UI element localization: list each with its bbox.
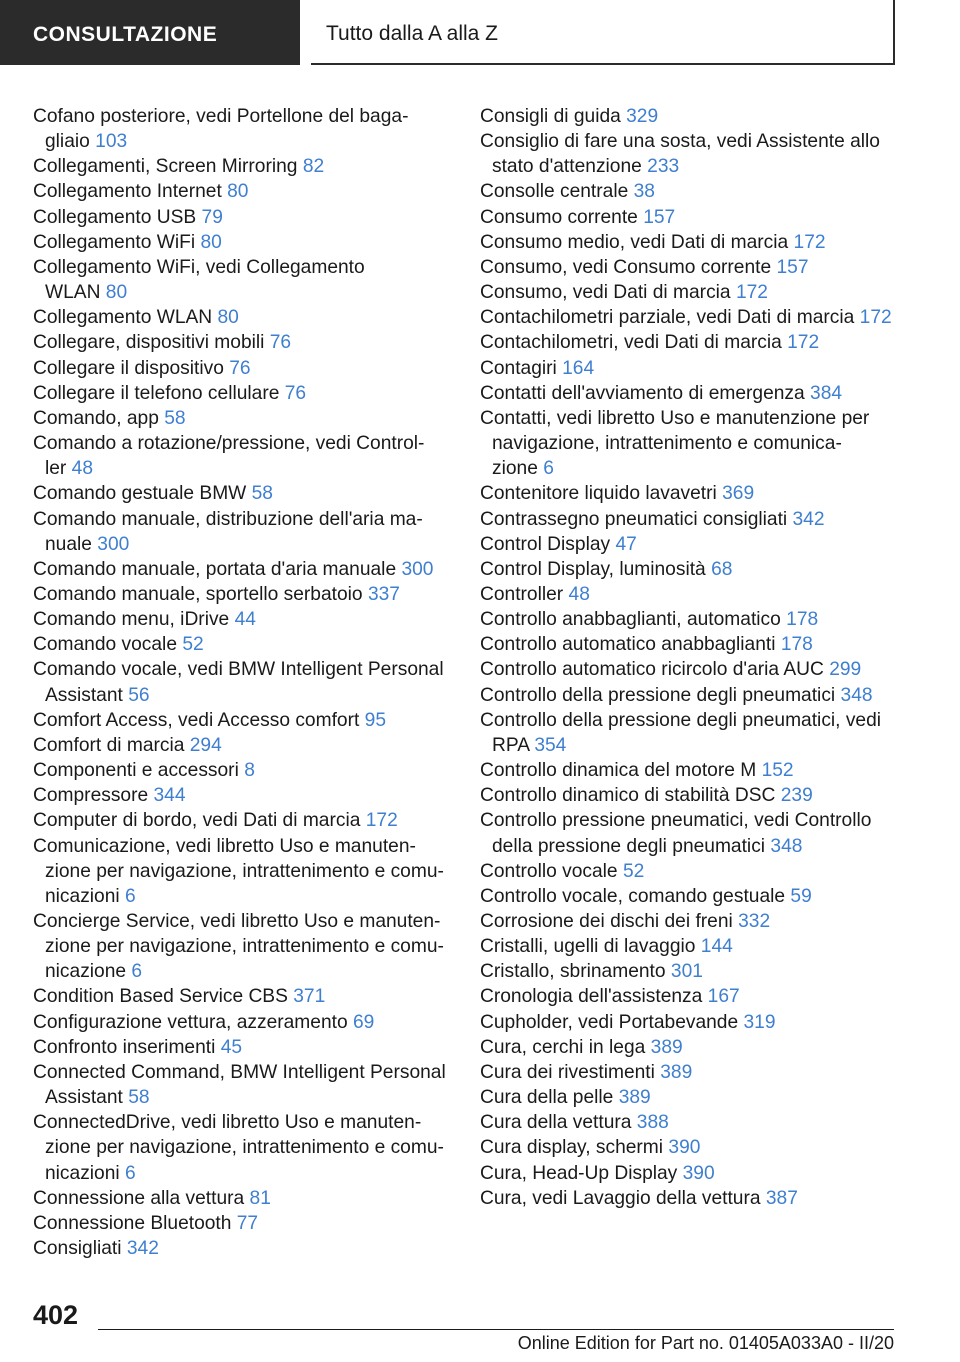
index-entry: [480, 984, 900, 1009]
index-entry-text: Cura dei rivestimenti: [480, 1061, 655, 1083]
index-entry: [33, 1035, 453, 1060]
index-entry: [480, 1060, 900, 1085]
page-reference-link[interactable]: 44: [234, 609, 256, 631]
index-entry-text: nicazioni: [45, 885, 120, 907]
index-entry: [480, 179, 900, 204]
index-entry-text: Cura, cerchi in lega: [480, 1036, 646, 1058]
index-entry-text: Controllo vocale: [480, 860, 618, 882]
index-entry-text: Collegare il telefono cellulare: [33, 382, 280, 404]
page-reference-link[interactable]: 68: [711, 558, 733, 580]
page-reference-link[interactable]: 48: [71, 458, 94, 480]
page-reference-link[interactable]: 390: [682, 1162, 715, 1184]
page-reference-link[interactable]: 76: [229, 357, 251, 379]
page-reference-link[interactable]: 388: [636, 1112, 669, 1134]
index-entry-text: zione per navigazione, intrattenimento e comu-: [45, 860, 444, 882]
page-reference-link[interactable]: 38: [633, 181, 655, 203]
index-entry-text: Controllo vocale, comando gestuale: [480, 885, 786, 907]
page-reference-link[interactable]: 294: [189, 734, 222, 756]
page-reference-link[interactable]: 45: [220, 1036, 243, 1058]
index-entry-text: Controllo pressione pneumatici, vedi Controllo: [480, 810, 872, 832]
index-entry: [480, 280, 900, 305]
index-entry-text: Corrosione dei dischi dei freni: [480, 911, 733, 932]
index-entry: [480, 934, 900, 959]
index-entry: [33, 657, 453, 707]
index-entry-text: Cronologia dell'assistenza: [480, 986, 703, 1008]
index-entry-text: Comando a rotazione/pressione, vedi Control-: [33, 433, 425, 455]
page-reference-link[interactable]: 389: [618, 1087, 651, 1109]
index-entry-text: zione per navigazione, intrattenimento e comu-: [45, 1137, 444, 1159]
index-entry-text: Confronto inserimenti: [33, 1036, 216, 1058]
index-entry: [480, 481, 900, 506]
page-reference-link[interactable]: 299: [829, 659, 862, 681]
index-entry: [480, 1161, 900, 1186]
index-entry-text: Cupholder, vedi Portabevande: [480, 1011, 739, 1033]
index-entry-text: Configurazione vettura, azzeramento: [33, 1011, 348, 1033]
index-entry-text: Controllo dinamica del motore M: [480, 760, 757, 782]
index-entry-text: Control Display: [480, 533, 611, 555]
index-entry-text: Concierge Service, vedi libretto Uso e manuten-: [33, 911, 441, 932]
index-entry-text: Comfort Access, vedi Accesso comfort: [33, 709, 360, 731]
index-entry: [480, 230, 900, 255]
page-reference-link[interactable]: 178: [780, 634, 813, 656]
index-entry: [33, 481, 453, 506]
page-reference-link[interactable]: 103: [95, 131, 128, 153]
index-entry-text: Controller: [480, 583, 564, 605]
index-entry-text: Consiglio di fare una sosta, vedi Assistente allo: [480, 131, 880, 153]
page-reference-link[interactable]: 329: [626, 106, 659, 127]
index-entry-text: Control Display, luminosità: [480, 558, 706, 580]
index-entry: [33, 431, 453, 481]
index-entry-text: Cura della vettura: [480, 1112, 632, 1134]
index-entry-text: Comando, app: [33, 407, 159, 429]
page-reference-link[interactable]: 233: [647, 156, 680, 178]
index-entry: [480, 205, 900, 230]
page-reference-link[interactable]: 58: [251, 483, 273, 505]
index-entry: [480, 783, 900, 808]
page-reference-link[interactable]: 47: [615, 533, 637, 555]
index-column-left: [33, 104, 453, 1261]
index-entry-text: Collegamento WiFi, vedi Collegamento: [33, 256, 365, 278]
index-entry-text: Controllo dinamico di stabilità DSC: [480, 785, 776, 807]
index-entry: [33, 1110, 453, 1185]
index-entry-text: Collegamento WiFi: [33, 231, 196, 253]
page-reference-link[interactable]: 59: [790, 885, 812, 907]
index-entry: [33, 607, 453, 632]
index-entry: [480, 104, 900, 129]
index-entry-text: Connessione alla vettura: [33, 1187, 245, 1209]
index-entry: [33, 1186, 453, 1211]
index-entry: [33, 330, 453, 355]
section-title: CONSULTAZIONE: [33, 22, 218, 46]
footer-divider: [98, 1329, 894, 1330]
page-reference-link[interactable]: 337: [367, 583, 400, 605]
page-reference-link[interactable]: 300: [401, 558, 434, 580]
index-entry-text: Cura della pelle: [480, 1087, 614, 1109]
index-entry-text: della pressione degli pneumatici: [492, 835, 766, 857]
index-entry: [480, 884, 900, 909]
page-reference-link[interactable]: 76: [284, 382, 307, 404]
index-entry-text: stato d'attenzione: [492, 156, 642, 178]
index-entry: [480, 683, 900, 708]
page-reference-link[interactable]: 6: [131, 961, 143, 983]
index-entry-text: Controllo automatico ricircolo d'aria AUC: [480, 659, 824, 681]
index-entry-text: Controllo automatico anabbaglianti: [480, 634, 776, 656]
page-reference-link[interactable]: 384: [810, 382, 843, 404]
index-entry-text: Comando manuale, sportello serbatoio: [33, 583, 363, 605]
index-entry: [480, 1010, 900, 1035]
page-reference-link[interactable]: 300: [97, 533, 130, 555]
index-entry: [33, 808, 453, 833]
index-entry: [480, 708, 900, 758]
index-entry-text: Consumo corrente: [480, 206, 638, 228]
index-entry: [33, 104, 453, 154]
index-entry: [33, 582, 453, 607]
page-reference-link[interactable]: 56: [128, 684, 150, 706]
page-reference-link[interactable]: 152: [761, 760, 794, 782]
page-reference-link[interactable]: 76: [269, 332, 292, 354]
section-header: [0, 0, 300, 65]
page-reference-link[interactable]: 52: [182, 634, 204, 656]
page-reference-link[interactable]: 77: [236, 1212, 259, 1234]
index-entry-text: Controllo anabbaglianti, automatico: [480, 609, 781, 631]
page-reference-link[interactable]: 167: [707, 986, 740, 1008]
page-reference-link[interactable]: 344: [153, 785, 186, 807]
index-entry-text: Consumo, vedi Consumo corrente: [480, 256, 772, 278]
index-entry-text: Cristalli, ugelli di lavaggio: [480, 936, 696, 958]
index-entry: [480, 305, 900, 330]
page-reference-link[interactable]: 389: [650, 1036, 683, 1058]
index-entry-text: nuale: [45, 533, 92, 555]
page-reference-link[interactable]: 332: [738, 911, 771, 932]
page-reference-link[interactable]: 172: [787, 332, 820, 354]
page-reference-link[interactable]: 144: [700, 936, 733, 958]
index-entry: [33, 406, 453, 431]
index-entry: [480, 557, 900, 582]
page-reference-link[interactable]: 354: [534, 734, 567, 756]
index-entry: [480, 607, 900, 632]
index-entry: [33, 154, 453, 179]
index-entry-text: Collegamento Internet: [33, 181, 222, 203]
index-entry: [480, 959, 900, 984]
index-entry-text: Comando vocale, vedi BMW Intelligent Personal: [33, 659, 444, 681]
page-reference-link[interactable]: 301: [670, 961, 703, 983]
index-entry: [480, 1035, 900, 1060]
index-entry-text: Assistant: [45, 1087, 123, 1109]
index-entry-text: Assistant: [45, 684, 123, 706]
index-entry-text: Condition Based Service CBS: [33, 986, 288, 1008]
index-entry-text: Contenitore liquido lavavetri: [480, 483, 717, 505]
index-entry-text: ConnectedDrive, vedi libretto Uso e manuten-: [33, 1112, 422, 1134]
index-entry-text: Collegamento WLAN: [33, 307, 213, 329]
index-entry-text: Collegamento USB: [33, 206, 197, 228]
page-reference-link[interactable]: 48: [568, 583, 590, 605]
index-entry-text: Consumo medio, vedi Dati di marcia: [480, 231, 789, 253]
index-entry: [33, 1211, 453, 1236]
index-entry: [33, 557, 453, 582]
index-entry-text: Comando vocale: [33, 634, 177, 656]
index-entry: [480, 507, 900, 532]
index-entry: [33, 909, 453, 984]
index-entry: [33, 230, 453, 255]
index-entry-text: Consumo, vedi Dati di marcia: [480, 282, 731, 304]
page-reference-link[interactable]: 157: [643, 206, 676, 228]
index-entry-text: gliaio: [45, 131, 90, 153]
index-entry: [33, 632, 453, 657]
index-entry-text: Comfort di marcia: [33, 734, 185, 756]
index-entry-text: Cristallo, sbrinamento: [480, 961, 666, 983]
index-entry: [480, 406, 900, 481]
index-entry: [33, 255, 453, 305]
chapter-header: [311, 0, 895, 65]
index-entry: [480, 381, 900, 406]
index-entry-text: nicazione: [45, 961, 127, 983]
index-entry: [33, 733, 453, 758]
index-entry-text: Connessione Bluetooth: [33, 1212, 232, 1234]
page-reference-link[interactable]: 172: [793, 231, 826, 253]
index-entry-text: ler: [45, 458, 67, 480]
index-entry: [33, 783, 453, 808]
page-reference-link[interactable]: 81: [249, 1187, 271, 1209]
page-reference-link[interactable]: 348: [770, 835, 803, 857]
index-entry: [33, 1236, 453, 1261]
page-reference-link[interactable]: 369: [722, 483, 755, 505]
index-entry-text: RPA: [492, 734, 529, 756]
page-reference-link[interactable]: 82: [302, 156, 325, 178]
index-entry-text: WLAN: [45, 282, 101, 304]
index-entry: [33, 381, 453, 406]
index-entry: [33, 305, 453, 330]
index-entry: [33, 179, 453, 204]
index-entry-text: Contatti dell'avviamento di emergenza: [480, 382, 805, 404]
page-reference-link[interactable]: 342: [126, 1238, 159, 1260]
index-entry: [480, 1110, 900, 1135]
index-entry-text: Comando manuale, distribuzione dell'aria ma-: [33, 508, 423, 530]
page-reference-link[interactable]: 164: [562, 357, 595, 379]
index-entry-text: Contatti, vedi libretto Uso e manutenzione per: [480, 407, 870, 429]
index-entry: [480, 758, 900, 783]
page-reference-link[interactable]: 6: [125, 1162, 136, 1184]
index-entry: [480, 532, 900, 557]
index-entry-text: Comando menu, iDrive: [33, 609, 230, 631]
index-entry: [480, 808, 900, 858]
page-reference-link[interactable]: 389: [660, 1061, 693, 1083]
chapter-title: Tutto dalla A alla Z: [326, 21, 498, 45]
page-reference-link[interactable]: 172: [735, 282, 768, 304]
page-reference-link[interactable]: 52: [622, 860, 645, 882]
index-entry-text: Collegamenti, Screen Mirroring: [33, 156, 298, 178]
page-number: 402: [33, 1300, 79, 1330]
index-entry: [480, 909, 900, 934]
index-entry-text: Connected Command, BMW Intelligent Personal: [33, 1061, 446, 1083]
index-entry-text: Comando manuale, portata d'aria manuale: [33, 558, 397, 580]
index-entry-text: nicazioni: [45, 1162, 120, 1184]
page-reference-link[interactable]: 172: [859, 307, 892, 329]
index-entry: [480, 582, 900, 607]
index-entry-text: zione: [492, 458, 538, 480]
page-reference-link[interactable]: 80: [227, 181, 249, 203]
page-reference-link[interactable]: 390: [668, 1137, 701, 1159]
page-reference-link[interactable]: 178: [786, 609, 819, 631]
page-reference-link[interactable]: 80: [105, 282, 128, 304]
index-entry-text: Comunicazione, vedi libretto Uso e manuten-: [33, 835, 416, 857]
index-entry: [33, 984, 453, 1009]
page-reference-link[interactable]: 58: [164, 407, 186, 429]
page-reference-link[interactable]: 79: [201, 206, 223, 228]
index-entry: [33, 834, 453, 909]
page-reference-link[interactable]: 387: [765, 1187, 798, 1209]
index-entry-text: navigazione, intrattenimento e comunica-: [492, 433, 842, 455]
page-reference-link[interactable]: 157: [776, 256, 809, 278]
page-reference-link[interactable]: 80: [200, 231, 222, 253]
index-column-right: [480, 104, 900, 1211]
index-entry-text: Controllo della pressione degli pneumatici, vedi: [480, 709, 882, 731]
index-entry-text: Collegare il dispositivo: [33, 357, 224, 379]
index-entry: [33, 708, 453, 733]
index-entry-text: Contagiri: [480, 357, 557, 379]
page-reference-link[interactable]: 58: [128, 1087, 150, 1109]
index-entry: [480, 1135, 900, 1160]
page-reference-link[interactable]: 348: [840, 684, 873, 706]
index-entry-text: Consigli di guida: [480, 106, 621, 127]
page-reference-link[interactable]: 319: [743, 1011, 776, 1033]
index-entry-text: Comando gestuale BMW: [33, 483, 247, 505]
index-entry-text: Consigliati: [33, 1238, 122, 1260]
index-entry-text: Contrassegno pneumatici consigliati: [480, 508, 788, 530]
index-entry-text: zione per navigazione, intrattenimento e comu-: [45, 936, 444, 958]
page-reference-link[interactable]: 172: [365, 810, 398, 832]
page-reference-link[interactable]: 6: [125, 885, 136, 907]
index-entry: [480, 255, 900, 280]
index-entry: [33, 507, 453, 557]
index-entry: [33, 1060, 453, 1110]
index-entry-text: Cofano posteriore, vedi Portellone del baga-: [33, 106, 409, 127]
index-entry-text: Cura display, schermi: [480, 1137, 664, 1159]
index-entry-text: Compressore: [33, 785, 149, 807]
page-reference-link[interactable]: 8: [244, 760, 255, 782]
index-entry: [480, 1085, 900, 1110]
index-entry: [33, 205, 453, 230]
index-entry-text: Cura, vedi Lavaggio della vettura: [480, 1187, 761, 1209]
index-entry: [480, 1186, 900, 1211]
index-entry-text: Computer di bordo, vedi Dati di marcia: [33, 810, 361, 832]
page-reference-link[interactable]: 239: [780, 785, 813, 807]
page-reference-link[interactable]: 80: [217, 307, 239, 329]
index-entry: [480, 330, 900, 355]
index-entry-text: Controllo della pressione degli pneumatici: [480, 684, 836, 706]
index-entry: [480, 657, 900, 682]
index-entry: [33, 356, 453, 381]
index-entry: [33, 1010, 453, 1035]
index-entry-text: Contachilometri parziale, vedi Dati di marcia: [480, 307, 855, 329]
index-entry-text: Cura, Head-Up Display: [480, 1162, 678, 1184]
index-entry: [480, 632, 900, 657]
index-entry: [480, 356, 900, 381]
page-reference-link[interactable]: 342: [792, 508, 825, 530]
index-entry-text: Collegare, dispositivi mobili: [33, 332, 265, 354]
footer-edition: Online Edition for Part no. 01405A033A0 - II/20: [517, 1333, 894, 1353]
page-reference-link[interactable]: 371: [293, 986, 326, 1008]
index-entry: [480, 859, 900, 884]
index-entry: [33, 758, 453, 783]
index-entry: [480, 129, 900, 179]
index-entry-text: Componenti e accessori: [33, 760, 239, 782]
index-entry-text: Contachilometri, vedi Dati di marcia: [480, 332, 782, 354]
index-entry-text: Consolle centrale: [480, 181, 629, 203]
page-reference-link[interactable]: 69: [352, 1011, 375, 1033]
page-reference-link[interactable]: 6: [543, 458, 554, 480]
page-reference-link[interactable]: 95: [364, 709, 386, 731]
